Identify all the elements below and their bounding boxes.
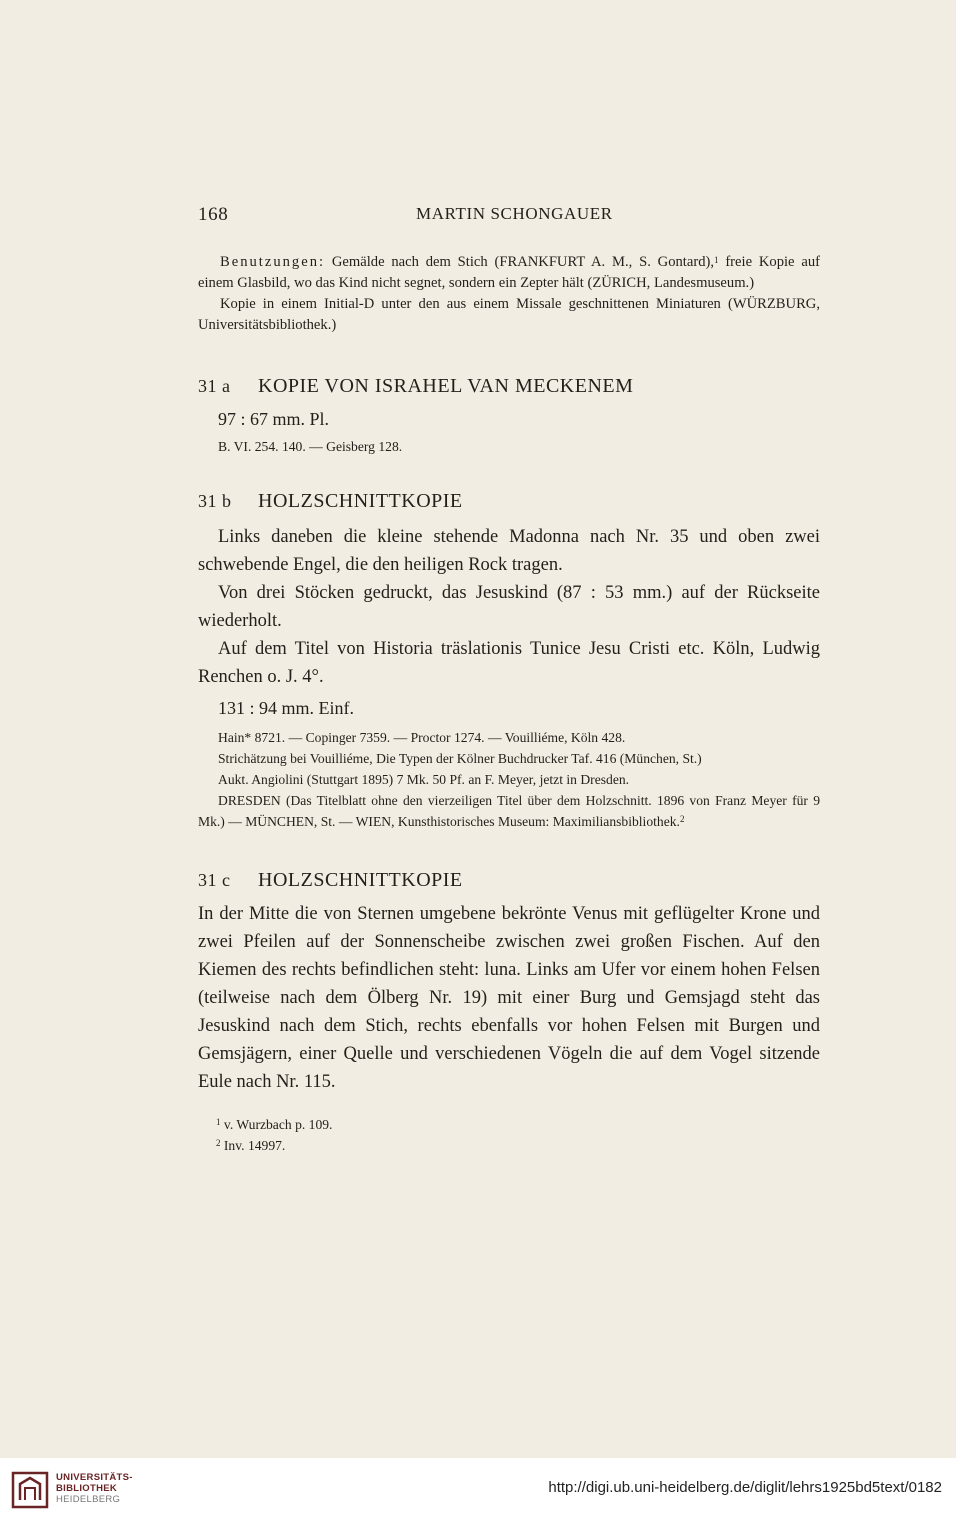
section-31b-printing: Von drei Stöcken gedruckt, das Jesuskind (87 : 53 mm.) auf der Rückseite wiederholt. — [198, 583, 820, 631]
library-name-line2: BIBLIOTHEK — [56, 1483, 118, 1494]
section-31b-note-etching: Strichätzung bei Vouilliéme, Die Typen der Kölner Buchdrucker Taf. 416 (München, St.) — [218, 751, 702, 766]
section-31b-title-page: Auf dem Titel von Historia träslationis Tunice Jesu Cristi etc. Köln, Ludwig Renchen o. J. 4°. — [198, 639, 820, 687]
section-31a-references: B. VI. 254. 140. — Geisberg 128. — [218, 439, 403, 454]
section-31b-dimensions: 131 : 94 mm. Einf. — [218, 698, 354, 718]
page-content — [198, 200, 820, 1156]
library-name-line1: UNIVERSITÄTS- — [56, 1472, 133, 1483]
section-31a-heading — [198, 372, 820, 400]
section-31b-note-auction: Aukt. Angiolini (Stuttgart 1895) 7 Mk. 50 Pf. an F. Meyer, jetzt in Dresden. — [218, 772, 630, 787]
section-31b-label: 31 b — [198, 491, 232, 511]
section-31a-label: 31 a — [198, 376, 231, 396]
section-31c-heading — [198, 866, 820, 894]
initial-copy-paragraph: Kopie in einem Initial-D unter den aus einem Missale geschnittenen Miniaturen (WÜRZBURG, Universitätsbibliothek.) — [198, 296, 820, 333]
footnote-2-number: 2 — [216, 1138, 221, 1148]
locations-text: DRESDEN (Das Titelblatt ohne den vierzeiligen Titel über dem Holzschnitt. 1896 von Franz Meyer für 9 Mk.) — MÜNCHEN, St. — WIEN, Kunsthistorisches Museum: Maximiliansbibliothek. — [198, 793, 820, 829]
section-31c-title: HOLZSCHNITTKOPIE — [258, 869, 463, 891]
footnote-ref-1: 1 — [714, 255, 719, 265]
page-number: 168 — [198, 204, 229, 225]
footnote-1-text: v. Wurzbach p. 109. — [223, 1117, 333, 1132]
usage-text: Gemälde nach dem Stich (FRANKFURT A. M., S. Gontard), — [325, 254, 714, 270]
usage-label: Benutzungen: — [220, 254, 326, 270]
running-head — [198, 200, 820, 230]
running-title: MARTIN SCHONGAUER — [416, 204, 613, 223]
footnote-1 — [198, 1114, 820, 1135]
section-31b-note-locations — [198, 790, 820, 832]
section-31b-description: Links daneben die kleine stehende Madonna nach Nr. 35 und oben zwei schwebende Engel, die den heiligen Rock tragen. — [198, 527, 820, 575]
section-31c-description: In der Mitte die von Sternen umgebene bekrönte Venus mit geflügelter Krone und zwei Pfeilen auf der Sonnenscheibe zwischen zwei großen Fischen. Auf den Kiemen des rechts befindlichen steht: luna. Links am Ufer vor einem hohen Felsen (teilweise nach dem Ölberg Nr. 19) mit einer Burg und Gemsjagd steht das Jesuskind nach dem Stich, rechts ebenfalls vor hohen Felsen mit Burgen und Gemsjägern, einer Quelle und verschiedenen Vögeln die auf dem Vogel sitzende Eule nach Nr. 115. — [198, 904, 820, 1092]
usage-text-cont: freie Kopie auf einem Glasbild, wo das Kind nicht segnet, sondern ein Zepter hält (ZÜRICH, Landesmuseum.) — [198, 254, 820, 291]
section-31b-title: HOLZSCHNITTKOPIE — [258, 490, 463, 512]
usage-paragraph — [198, 252, 820, 294]
library-name — [56, 1472, 133, 1505]
section-31c-label: 31 c — [198, 870, 231, 890]
footnote-ref-2: 2 — [679, 814, 685, 824]
section-31a-title: KOPIE VON ISRAHEL VAN MECKENEM — [258, 375, 634, 397]
footnote-2-text: Inv. 14997. — [223, 1138, 286, 1153]
footnote-1-number: 1 — [216, 1117, 221, 1127]
permalink-url[interactable]: http://digi.ub.uni-heidelberg.de/diglit/lehrs1925bd5text/0182 — [548, 1479, 942, 1496]
footnote-2 — [198, 1135, 820, 1156]
viewer-footer — [0, 1458, 956, 1525]
library-name-line3: HEIDELBERG — [56, 1494, 121, 1505]
section-31b-heading — [198, 487, 820, 515]
library-logo-icon — [10, 1470, 50, 1510]
section-31a-dimensions: 97 : 67 mm. Pl. — [218, 409, 330, 429]
section-31b-note-hain: Hain* 8721. — Copinger 7359. — Proctor 1274. — Vouilliéme, Köln 428. — [218, 730, 626, 745]
